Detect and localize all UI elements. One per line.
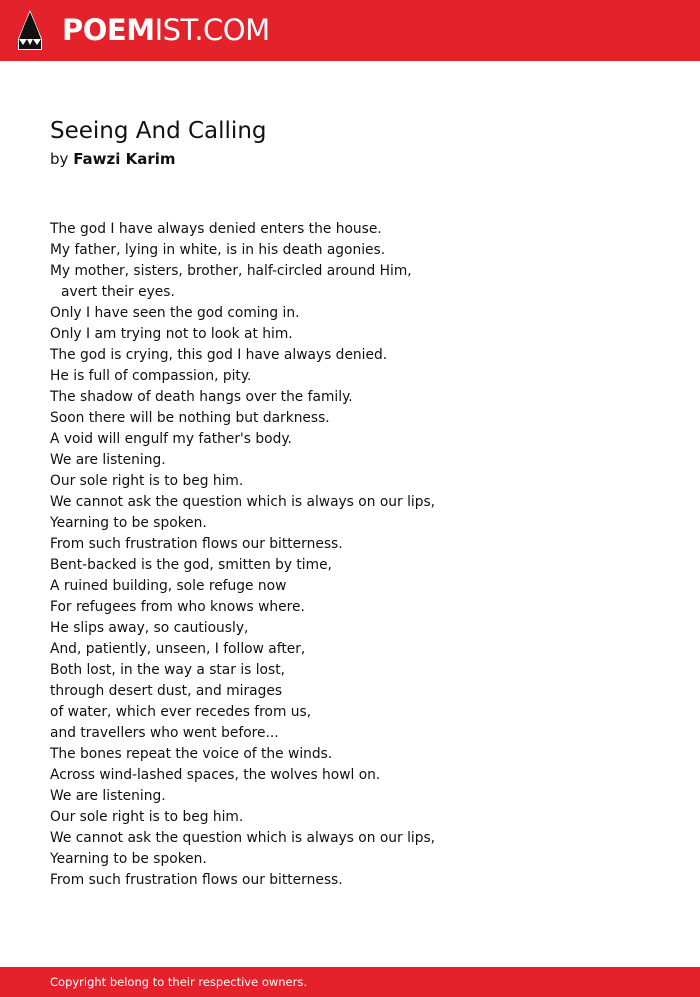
- poem-line: We cannot ask the question which is always on our lips,: [50, 830, 436, 846]
- poem-line: He slips away, so cautiously,: [50, 620, 249, 636]
- poem-line: Only I have seen the god coming in.: [50, 305, 300, 321]
- poem-line: A ruined building, sole refuge now: [50, 578, 287, 594]
- poem-line: Across wind-lashed spaces, the wolves howl on.: [50, 767, 381, 783]
- poem-line: Soon there will be nothing but darkness.: [50, 410, 330, 426]
- poem-line: My mother, sisters, brother, half-circled around Him,: [50, 263, 412, 279]
- site-header: [0, 0, 700, 61]
- poem-line: A void will engulf my father's body.: [50, 431, 292, 447]
- poem-line: Yearning to be spoken.: [50, 515, 207, 531]
- poem-line: The god is crying, this god I have always denied.: [50, 347, 388, 363]
- poem-line: From such frustration flows our bitterness.: [50, 872, 343, 888]
- poem-line: From such frustration flows our bitterness.: [50, 536, 343, 552]
- poem-line: The god I have always denied enters the house.: [50, 221, 382, 237]
- poem-line: and travellers who went before...: [50, 725, 279, 741]
- poem-line: We cannot ask the question which is always on our lips,: [50, 494, 436, 510]
- by-label: by: [50, 150, 69, 168]
- poem-line: avert their eyes.: [61, 284, 175, 300]
- site-footer: [0, 967, 700, 997]
- brand-light: IST.COM: [154, 13, 270, 47]
- poem-line: The shadow of death hangs over the family.: [50, 389, 353, 405]
- copyright-notice: Copyright belong to their respective owners.: [50, 975, 308, 989]
- poem-line: through desert dust, and mirages: [50, 683, 283, 699]
- poem-title: Seeing And Calling: [50, 118, 267, 144]
- poem-line: He is full of compassion, pity.: [50, 368, 252, 384]
- brand-bold: POEM: [62, 13, 155, 47]
- site-brand[interactable]: [62, 12, 270, 48]
- poem-line: Yearning to be spoken.: [50, 851, 207, 867]
- poem-line: Both lost, in the way a star is lost,: [50, 662, 285, 678]
- poem-line: Bent-backed is the god, smitten by time,: [50, 557, 332, 573]
- poem-body: [50, 219, 670, 891]
- poem-line: of water, which ever recedes from us,: [50, 704, 312, 720]
- byline: [50, 149, 176, 169]
- poem-line: We are listening.: [50, 788, 166, 804]
- pencil-tip-icon[interactable]: [17, 9, 43, 51]
- poem-line: For refugees from who knows where.: [50, 599, 305, 615]
- poem-line: And, patiently, unseen, I follow after,: [50, 641, 306, 657]
- poem-line: Our sole right is to beg him.: [50, 473, 244, 489]
- poem-line: We are listening.: [50, 452, 166, 468]
- poem-line: The bones repeat the voice of the winds.: [50, 746, 333, 762]
- poem-line: Only I am trying not to look at him.: [50, 326, 293, 342]
- poem-line: My father, lying in white, is in his death agonies.: [50, 242, 386, 258]
- poem-line: Our sole right is to beg him.: [50, 809, 244, 825]
- author-name: Fawzi Karim: [73, 150, 176, 168]
